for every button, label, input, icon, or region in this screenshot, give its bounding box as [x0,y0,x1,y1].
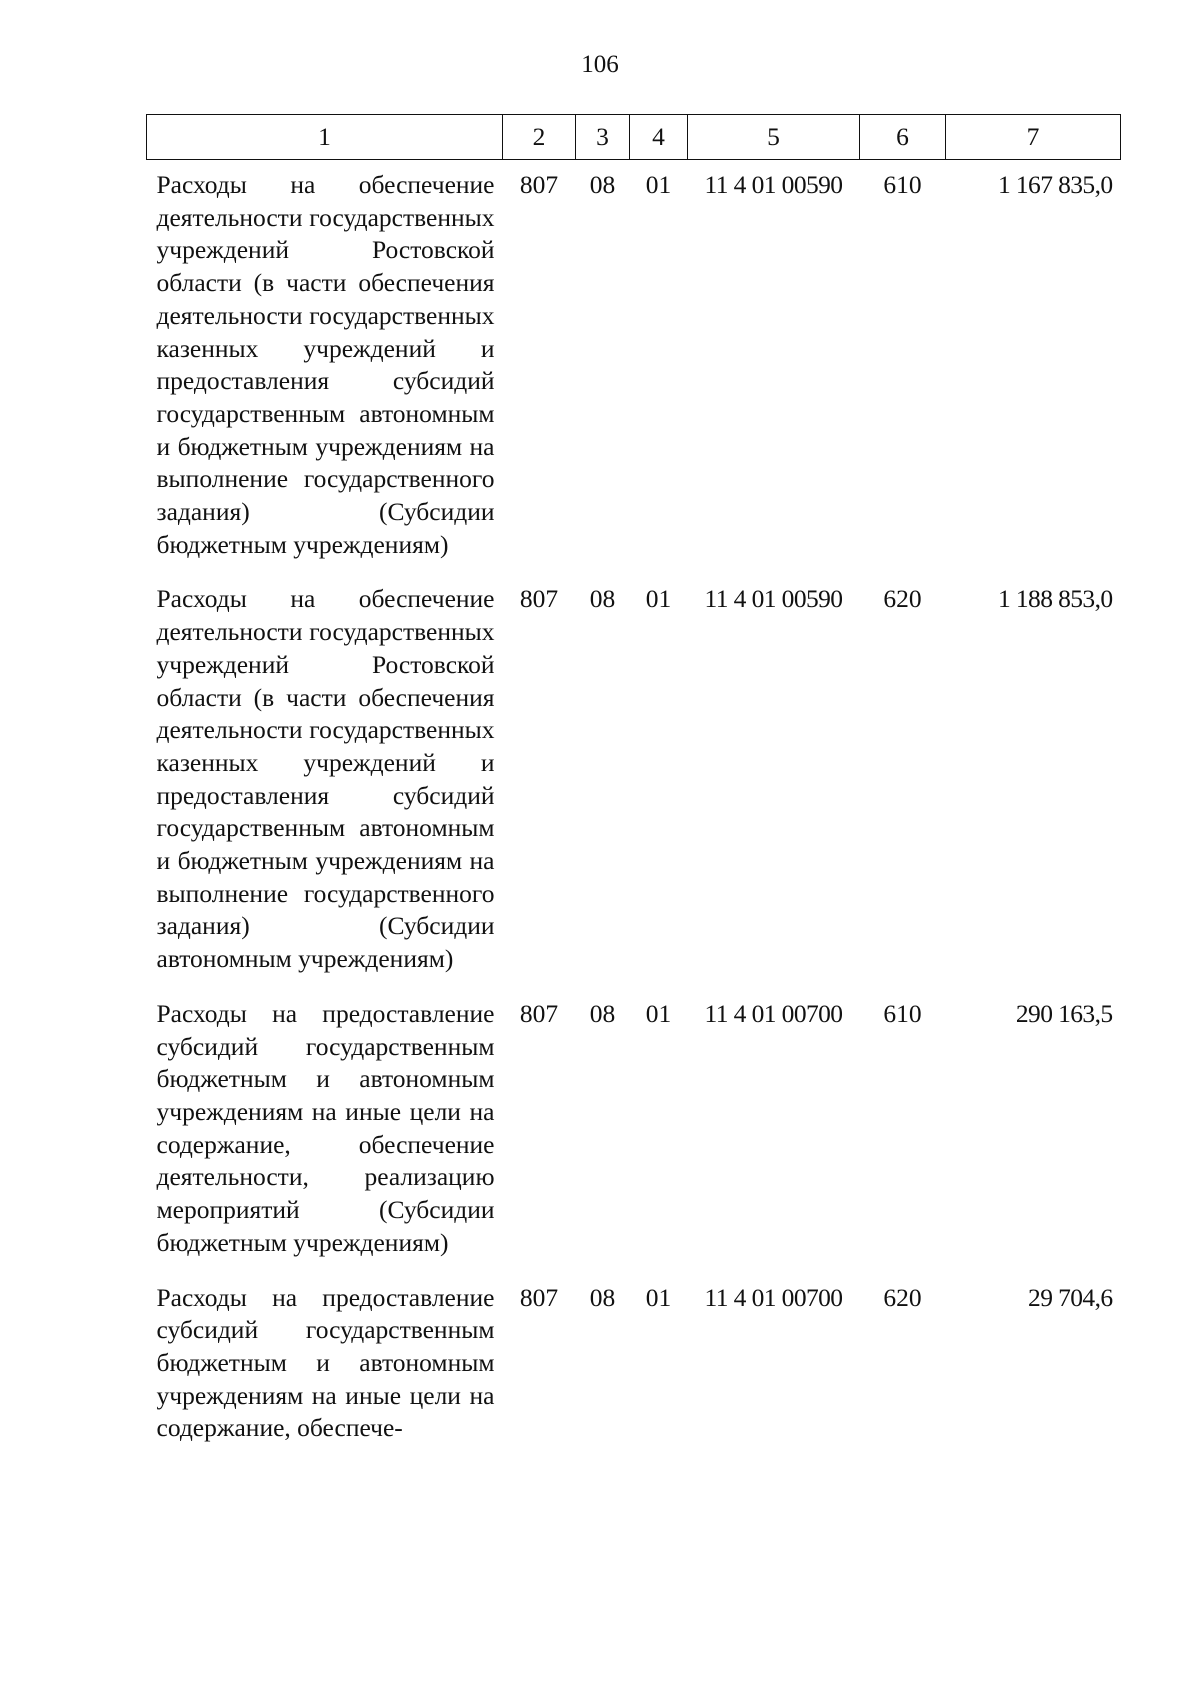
column-header-6: 6 [860,115,946,160]
subsection-code: 01 [645,170,672,199]
expense-type-code: 620 [883,1282,922,1312]
target-article-code: 11 4 01 00700 [704,1282,843,1312]
ministry-code: 807 [519,170,559,199]
header-row [147,115,1121,160]
amount: 29 704,6 [1028,1282,1113,1312]
column-header-4: 4 [630,115,688,160]
amount: 290 163,5 [1015,998,1113,1028]
expense-type-code: 620 [883,584,922,614]
column-header-1: 1 [147,115,503,160]
ministry-code: 807 [519,998,559,1028]
table-row [147,583,1121,997]
expense-description: Расходы на предоставление субсидий государственным бюджетным и автономным учреждениям на иные цели на содержание, обеспечение деятельности, реализацию мероприятий (Субсидии бюджетным учреждениям) [156,998,495,1257]
table-row [147,160,1121,584]
target-article-code: 11 4 01 00590 [704,584,843,614]
table-row [147,998,1121,1282]
column-header-3: 3 [576,115,630,160]
expense-description: Расходы на обеспечение деятельности государственных учреждений Ростовской области (в части обеспечения деятельности государственных казенных учреждений и предоставления субсидий государственным автономным и бюджетным учреждениям на выполнение государственного задания) (Субсидии бюджетным учреждениям) [156,170,495,559]
budget-table [146,114,1121,1445]
table-body [147,160,1121,1446]
ministry-code: 807 [519,1282,559,1312]
amount: 1 188 853,0 [997,584,1113,614]
expense-description: Расходы на обеспечение деятельности государственных учреждений Ростовской области (в части обеспечения деятельности государственных казенных учреждений и предоставления субсидий государственным автономным и бюджетным учреждениям на выполнение государственного задания) (Субсидии автономным учреждениям) [156,584,495,974]
subsection-code: 01 [645,998,672,1028]
expense-type-code: 610 [883,170,922,199]
column-header-7: 7 [946,115,1121,160]
column-header-5: 5 [688,115,860,160]
subsection-code: 01 [645,584,672,614]
subsection-code: 01 [645,1282,672,1312]
table-row [147,1282,1121,1446]
section-code: 08 [589,584,616,614]
target-article-code: 11 4 01 00590 [704,170,843,199]
column-header-2: 2 [503,115,576,160]
page-number: 106 [581,51,619,78]
section-code: 08 [589,170,616,199]
amount: 1 167 835,0 [997,170,1113,199]
target-article-code: 11 4 01 00700 [704,998,843,1028]
section-code: 08 [589,1282,616,1312]
expense-description: Расходы на предоставление субсидий государственным бюджетным и автономным учреждениям на иные цели на содержание, обеспече- [156,1282,495,1443]
ministry-code: 807 [519,584,559,614]
expense-type-code: 610 [883,998,922,1028]
section-code: 08 [589,998,616,1028]
table-header [147,115,1121,160]
